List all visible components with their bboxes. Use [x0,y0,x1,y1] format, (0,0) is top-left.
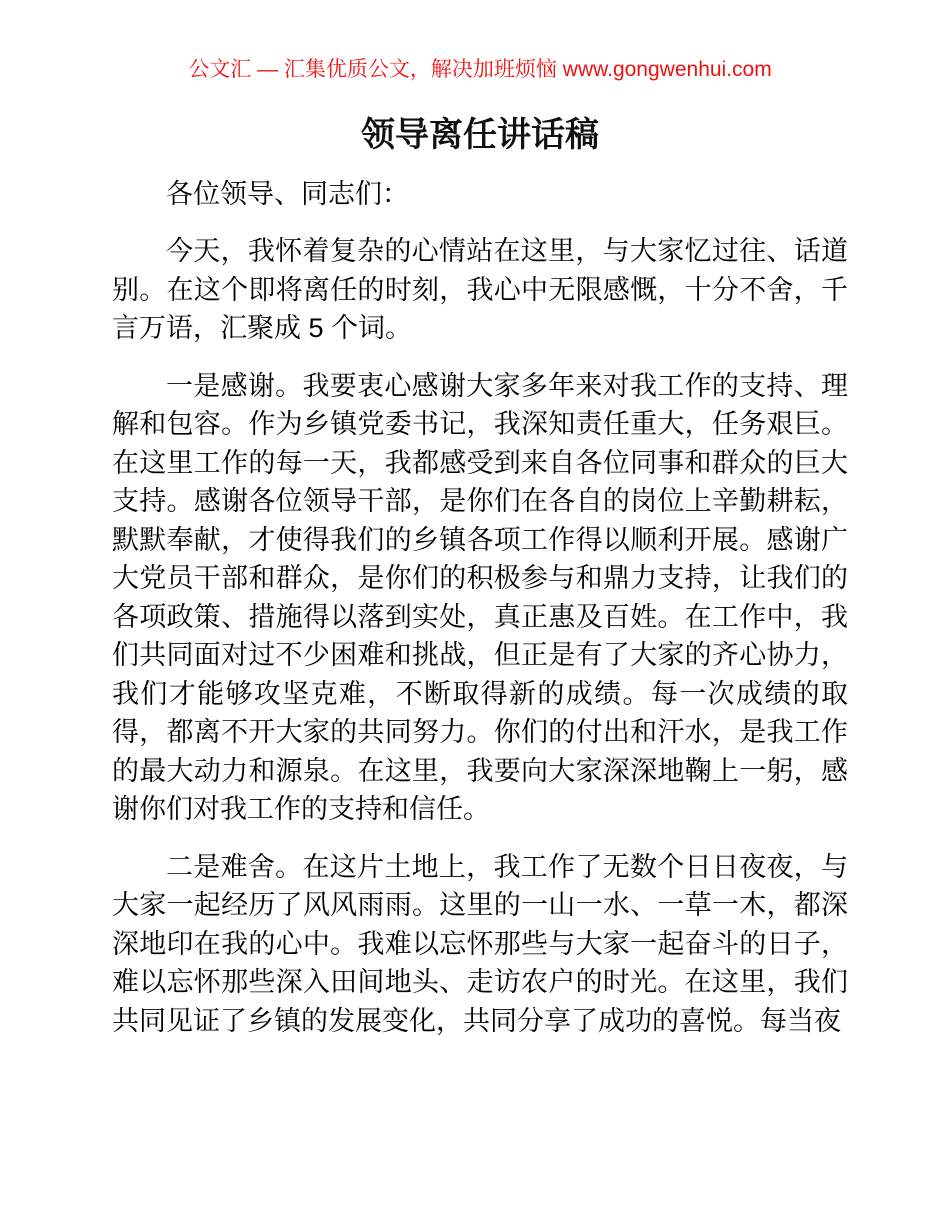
document-title: 领导离任讲话稿 [361,116,599,154]
document-body [112,175,848,1041]
site-watermark-text: 公文汇 — 汇集优质公文，解决加班烦恼 [188,58,563,81]
paragraph-gratitude: 一是感谢。我要衷心感谢大家多年来对我工作的支持、理解和包容。作为乡镇党委书记，我深知责任重大，任务艰巨。在这里工作的每一天，我都感受到来自各位同事和群众的巨大支持。感谢各位领导干部，是你们在各自的岗位上辛勤耕耘，默默奉献，才使得我们的乡镇各项工作得以顺利开展。感谢广大党员干部和群众，是你们的积极参与和鼎力支持，让我们的各项政策、措施得以落到实处，真正惠及百姓。在工作中，我们共同面对过不少困难和挑战，但正是有了大家的齐心协力，我们才能够攻坚克难，不断取得新的成绩。每一次成绩的取得，都离不开大家的共同努力。你们的付出和汗水，是我工作的最大动力和源泉。在这里，我要向大家深深地鞠上一躬，感谢你们对我工作的支持和信任。 [112,370,848,825]
paragraph-intro: 今天，我怀着复杂的心情站在这里，与大家忆过往、话道别。在这个即将离任的时刻，我心中无限感慨，十分不舍，千言万语，汇聚成 5 个词。 [112,236,848,344]
site-watermark-url: www.gongwenhui.com [562,58,772,81]
site-watermark [52,57,908,82]
paragraph-reluctance: 二是难舍。在这片土地上，我工作了无数个日日夜夜，与大家一起经历了风风雨雨。这里的一山一水、一草一木，都深深地印在我的心中。我难以忘怀那些与大家一起奋斗的日子，难以忘怀那些深入田间地头、走访农户的时光。在这里，我们共同见证了乡镇的发展变化，共同分享了成功的喜悦。每当夜 [112,851,848,1036]
paragraph-salutation: 各位领导、同志们： [166,178,409,209]
